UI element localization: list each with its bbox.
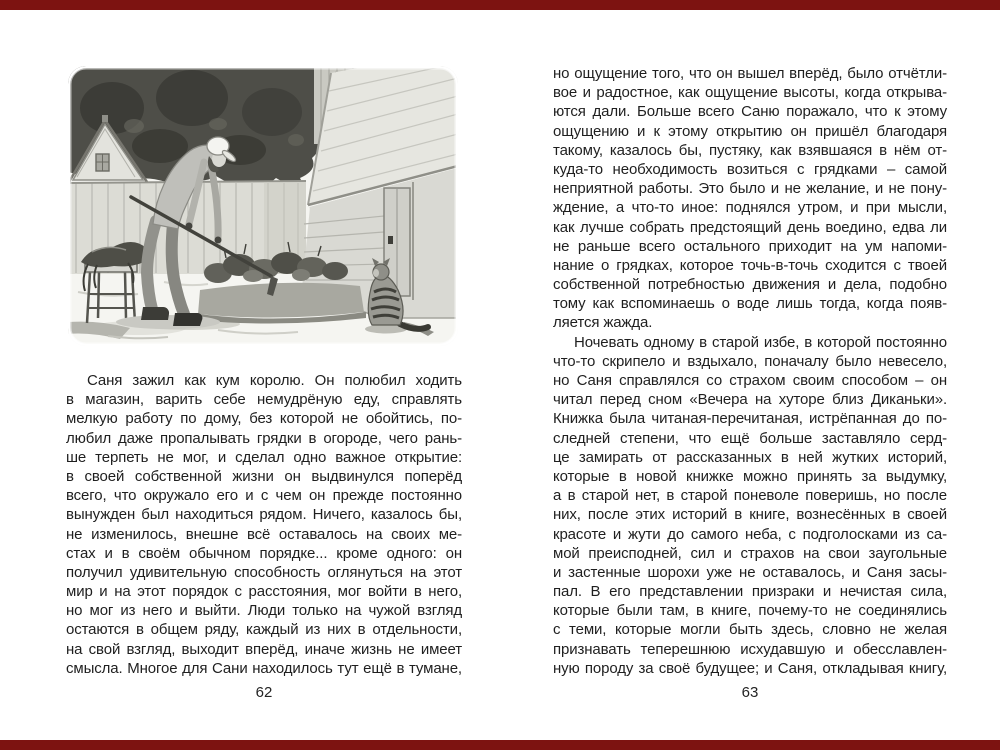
text-line: что-то скрипело и вздыхало, поначалу было невесело, xyxy=(553,352,947,370)
right-page-number: 63 xyxy=(741,684,759,701)
text-line: любил даже пропалывать грядки в огороде, чего рань- xyxy=(66,429,462,447)
text-line: признавать теперешнюю исхудавшую и обесславлен- xyxy=(553,640,947,658)
text-line: которые в новой книжке можно принять за выдумку, xyxy=(553,467,947,485)
text-line: а в старой нет, в старой поневоле поверишь, но после xyxy=(553,487,947,505)
text-line: остаются в общем ряду, каждый из них в отдельности, xyxy=(66,621,462,639)
text-line: неприятной работы. Это было и не желание, и не пону- xyxy=(553,180,947,198)
text-line: но мог из него и выйти. Люди только на чужой взгляд xyxy=(66,602,462,620)
text-line: ощущению и к этому открытию он пришёл благодаря xyxy=(553,122,947,140)
text-line: всего, что окружало его и с чем он прежде постоянно xyxy=(66,487,462,505)
text-line: с теми, которые могли быть здесь, словно не желая xyxy=(553,621,947,639)
left-page-text xyxy=(66,371,462,678)
text-line: пал. В его представлении призраки и нечистая сила, xyxy=(553,583,947,601)
text-line: ляется жажда. xyxy=(553,314,653,332)
text-line: не раньше всего остального приходит на ум напоми- xyxy=(553,237,947,255)
text-line: ются дали. Больше всего Саню поражало, что к этому xyxy=(553,103,947,121)
text-line: Саня зажил как кум королю. Он полюбил ходить xyxy=(87,372,462,389)
text-line: мелкую работу по дому, без которой не обойтись, по- xyxy=(66,410,462,428)
text-line: на свой взгляд, выходит вперёд, иначе жизнь не имеет xyxy=(66,640,462,658)
text-line: смысла. Многое для Сани находилось тут ещё в тумане, xyxy=(66,659,462,677)
text-line: вое и радостное, как ощущение высоты, когда открыва- xyxy=(553,84,947,102)
text-line: красоте и жути до самого неба, с подголосками из са- xyxy=(553,525,947,543)
text-line: ше терпеть не мог, и сделал одно важное открытие: xyxy=(66,448,462,466)
text-line: и застенные шорохи уже не оставалось, и Саня засы- xyxy=(553,563,947,581)
text-line: как лучше собрать предстоящий день воедино, едва ли xyxy=(553,218,947,236)
text-line: Ночевать одному в старой избе, в которой постоянно xyxy=(574,333,947,351)
text-line: ждение, а что-то иное: поднялся утром, и при мысли, xyxy=(553,199,947,217)
text-line: куда-то необходимость возиться с грядками – самой xyxy=(553,160,947,178)
text-line: но ощущение того, что он вышел вперёд, было отчётли- xyxy=(553,65,947,82)
text-line: мой преисподней, сил и страхов на свои заугольные xyxy=(553,544,947,562)
text-line: Книжка была читаная-перечитаная, истрёпанная до по- xyxy=(553,410,947,428)
text-line: но Саня справлялся со страхом своим способом – он xyxy=(553,372,947,389)
text-line: стах и в своём обычном порядке... кроме одного: он xyxy=(66,544,462,562)
right-page-text xyxy=(553,64,947,678)
text-line: них, после этих историй в книге, вознесённых в своей xyxy=(553,506,947,524)
text-line: читал перед сном «Вечера на хуторе близ Диканьки». xyxy=(553,391,947,409)
text-line: не изменилось, внешне всё оставалось на своих ме- xyxy=(66,525,462,543)
text-line: ную породу за своё будущее; и Саня, откладывая книгу, xyxy=(553,659,947,677)
text-line: це замирать от рассказанных в ней жутких историй, xyxy=(553,448,947,466)
book-cover-edge-top xyxy=(0,0,1000,10)
garden-illustration xyxy=(68,66,458,346)
text-line: вынужден был находиться рядом. Ничего, казалось бы, xyxy=(66,506,462,524)
book-cover-edge-bottom xyxy=(0,740,1000,750)
text-line: в своей собственной жизни он выдвинулся поперёд xyxy=(66,467,462,485)
text-line: такому, казалось бы, пустяку, как взявшаяся в нём от- xyxy=(553,141,947,159)
text-line: которые были там, в книге, почему-то не соединялись xyxy=(553,602,947,620)
text-line: нание о грядках, которое точь-в-точь сходится с твоей xyxy=(553,256,947,274)
text-line: в магазин, варить себе немудрёную еду, справлять xyxy=(66,391,462,409)
text-line: получил удивительную способность оглянуться на этот xyxy=(66,563,462,581)
text-line: тому как вспоминаешь о воде лишь тогда, когда появ- xyxy=(553,295,947,313)
text-line: следней степени, что ещё больше заставляло серд- xyxy=(553,429,947,447)
text-line: собственной потребностью движения и дела, подобно xyxy=(553,276,947,294)
text-line: мир и на этот порядок с расстояния, мог войти в него, xyxy=(66,583,462,601)
left-page-number: 62 xyxy=(255,684,273,701)
